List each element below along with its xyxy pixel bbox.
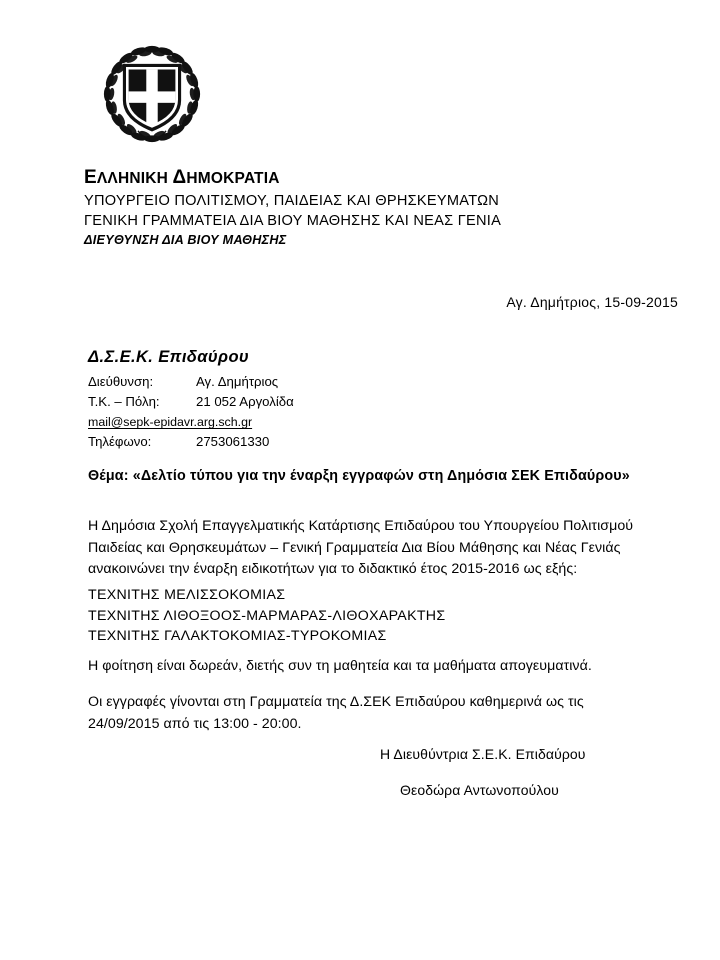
body-paragraph-tuition: Η φοίτηση είναι δωρεάν, διετής συν τη μαθητεία και τα μαθήματα απογευματινά.: [88, 658, 592, 674]
list-item: ΤΕΧΝΙΤΗΣ ΜΕΛΙΣΣΟΚΟΜΙΑΣ: [88, 587, 286, 603]
letterhead-initial-epsilon: Ε: [84, 167, 97, 188]
address-value-street: Αγ. Δημήτριος: [196, 374, 279, 389]
letterhead-line1-part2: ΗΜΟΚΡΑΤΙΑ: [186, 170, 280, 187]
signature-name: Θεοδώρα Αντωνοπούλου: [400, 782, 559, 798]
letterhead-line-ministry: ΥΠΟΥΡΓΕΙΟ ΠΟΛΙΤΙΣΜΟΥ, ΠΑΙΔΕΙΑΣ ΚΑΙ ΘΡΗΣΚΕΥΜΑΤΩΝ: [84, 193, 500, 210]
address-row-postal: [88, 392, 508, 412]
letterhead-line1-part1: ΛΛΗΝΙΚΗ: [96, 170, 173, 187]
address-value-postal: 21 052 Αργολίδα: [196, 394, 294, 410]
dateline: Αγ. Δημήτριος, 15-09-2015: [506, 294, 678, 310]
address-value-phone: 2753061330: [196, 434, 270, 450]
body-paragraph-registration: Οι εγγραφές γίνονται στη Γραμματεία της Δ.ΣΕΚ Επιδαύρου καθημερινά ως τις 24/09/2015 από τις 13:00 - 20:00.: [88, 694, 584, 732]
address-label-postal: Τ.Κ. – Πόλη:: [88, 394, 160, 410]
address-label-street: Διεύθυνση:: [88, 374, 154, 389]
letterhead-line-secretariat: ΓΕΝΙΚΗ ΓΡΑΜΜΑΤΕΙΑ ΔΙΑ ΒΙΟΥ ΜΑΘΗΣΗΣ ΚΑΙ ΝΕΑΣ ΓΕΝΙΑ: [84, 213, 502, 230]
school-name: Δ.Σ.Ε.Κ. Επιδαύρου: [88, 348, 250, 366]
address-label-phone: Τηλέφωνο:: [88, 434, 152, 450]
letterhead-line-directorate: ΔΙΕΥΘΥΝΣΗ ΔΙΑ ΒΙΟΥ ΜΑΘΗΣΗΣ: [84, 233, 287, 248]
sender-address-block: [88, 348, 508, 452]
letterhead-line-republic: [84, 165, 644, 191]
body-paragraph-intro: Η Δημόσια Σχολή Επαγγελματικής Κατάρτισης Επιδαύρου του Υπουργείου Πολιτισμού Παιδείας και Θρησκευμάτων – Γενική Γραμματεία Δια Βίου Μάθησης και Νέας Γενιάς ανακοινώνει την έναρξη ειδικοτήτων για το διδακτικό έτος 2015-2016 ως εξής:: [88, 518, 634, 578]
letterhead: [84, 165, 644, 250]
signature-role: Η Διευθύντρια Σ.Ε.Κ. Επιδαύρου: [380, 746, 586, 762]
letterhead-initial-delta: Δ: [172, 167, 187, 188]
list-item: ΤΕΧΝΙΤΗΣ ΓΑΛΑΚΤΟΚΟΜΙΑΣ-ΤΥΡΟΚΟΜΙΑΣ: [88, 628, 387, 645]
list-item: ΤΕΧΝΙΤΗΣ ΛΙΘΟΞΟΟΣ-ΜΑΡΜΑΡΑΣ-ΛΙΘΟΧΑΡΑΚΤΗΣ: [88, 607, 446, 624]
address-row-street: [88, 372, 508, 392]
address-row-phone: [88, 432, 508, 452]
email-link[interactable]: mail@sepk-epidavr.arg.sch.gr: [88, 415, 253, 430]
address-row-email: [88, 412, 508, 432]
subject-line: Θέμα: «Δελτίο τύπου για την έναρξη εγγραφών στη Δημόσια ΣΕΚ Επιδαύρου»: [88, 468, 630, 484]
specialties-list: [88, 585, 445, 647]
greek-coat-of-arms-icon: [100, 42, 204, 146]
